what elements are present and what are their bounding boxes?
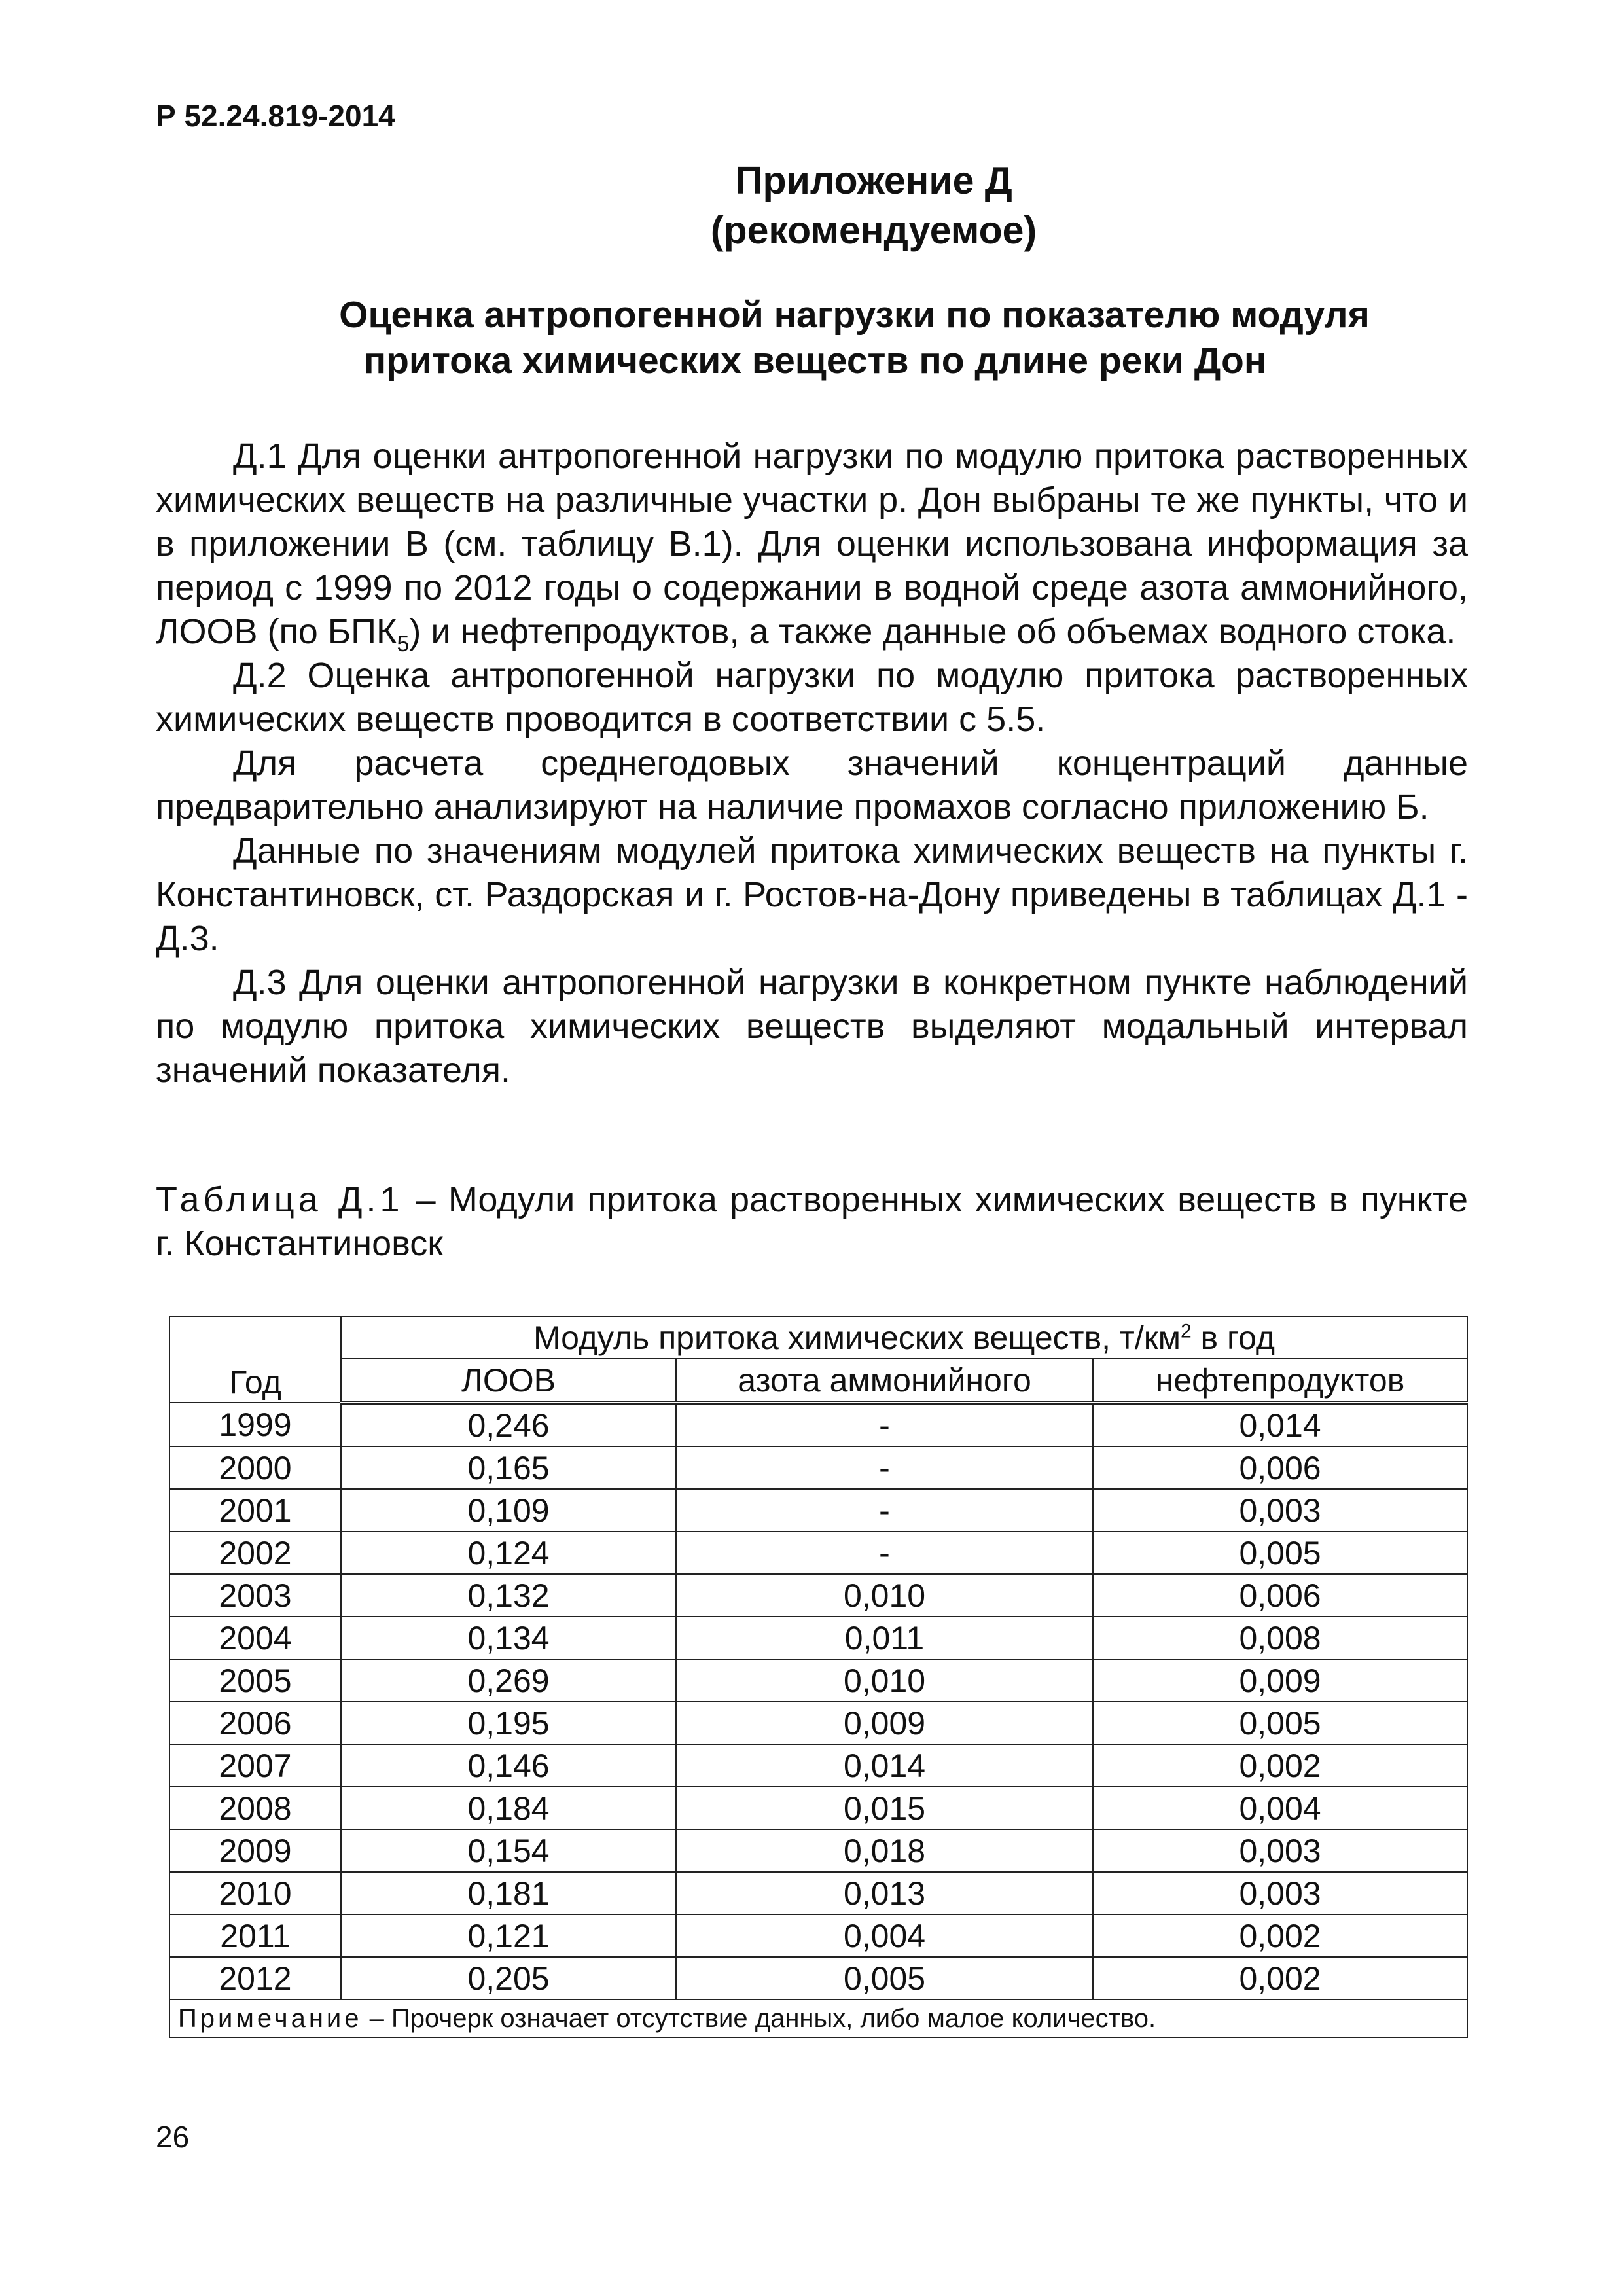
table-row [169,1446,1467,1489]
section-title-line-2: притока химических веществ по длине реки Дон [363,340,1267,382]
cell-loov: 0,146 [341,1744,676,1787]
cell-ammonium: - [676,1489,1093,1532]
paragraph-d3: Д.3 Для оценки антропогенной нагрузки в конкретном пункте наблюдений по модулю притока химических веществ выделяют модальный интервал значений показателя. [156,963,1468,1090]
table-caption-label: Таблица Д.1 [156,1180,404,1219]
cell-oil: 0,008 [1093,1617,1467,1659]
cell-year: 2006 [169,1702,341,1744]
cell-oil: 0,005 [1093,1532,1467,1574]
cell-oil: 0,006 [1093,1574,1467,1617]
cell-oil: 0,014 [1093,1403,1467,1446]
paragraph-d2: Д.2 Оценка антропогенной нагрузки по модулю притока растворенных химических веществ проводится в соответствии с 5.5. [156,656,1468,739]
table-body [169,1403,1467,2000]
table-row [169,1574,1467,1617]
cell-year: 2009 [169,1829,341,1872]
cell-ammonium: 0,005 [676,1957,1093,2000]
cell-year: 2004 [169,1617,341,1659]
cell-oil: 0,003 [1093,1872,1467,1914]
cell-oil: 0,004 [1093,1787,1467,1829]
table-row [169,1872,1467,1914]
cell-oil: 0,002 [1093,1957,1467,2000]
cell-oil: 0,003 [1093,1489,1467,1532]
cell-loov: 0,269 [341,1659,676,1702]
table-note [169,2000,1467,2037]
section-title-line-1: Оценка антропогенной нагрузки по показателю модуля [339,294,1370,336]
cell-loov: 0,165 [341,1446,676,1489]
cell-ammonium: 0,010 [676,1659,1093,1702]
cell-loov: 0,246 [341,1403,676,1446]
cell-year: 2003 [169,1574,341,1617]
cell-oil: 0,002 [1093,1744,1467,1787]
table-row [169,1659,1467,1702]
cell-oil: 0,006 [1093,1446,1467,1489]
cell-ammonium: 0,010 [676,1574,1093,1617]
cell-ammonium: 0,004 [676,1914,1093,1957]
table-row [169,1829,1467,1872]
column-header-oil: нефтепродуктов [1093,1359,1467,1403]
cell-loov: 0,124 [341,1532,676,1574]
cell-year: 2005 [169,1659,341,1702]
document-code: Р 52.24.819-2014 [156,99,395,133]
cell-ammonium: - [676,1446,1093,1489]
data-table [169,1316,1468,2038]
cell-oil: 0,003 [1093,1829,1467,1872]
cell-loov: 0,205 [341,1957,676,2000]
cell-year: 2012 [169,1957,341,2000]
table-row [169,1787,1467,1829]
cell-year: 2000 [169,1446,341,1489]
cell-ammonium: 0,015 [676,1787,1093,1829]
cell-loov: 0,154 [341,1829,676,1872]
table-caption [156,1178,1468,1266]
page-number: 26 [156,2120,190,2154]
table-row [169,1532,1467,1574]
cell-loov: 0,109 [341,1489,676,1532]
column-group-header: Модуль притока химических веществ, $т/км^2$ в год [341,1316,1467,1359]
cell-ammonium: 0,013 [676,1872,1093,1914]
table-row [169,1744,1467,1787]
cell-loov: 0,121 [341,1914,676,1957]
table-row [169,1617,1467,1659]
cell-year: 1999 [169,1403,341,1446]
table-row [169,1914,1467,1957]
cell-loov: 0,134 [341,1617,676,1659]
cell-loov: 0,132 [341,1574,676,1617]
column-header-year: Год [169,1316,341,1403]
cell-ammonium: 0,018 [676,1829,1093,1872]
table-row [169,1403,1467,1446]
table-caption-text: – Модули притока растворенных химических веществ в пункте г. Константиновск [156,1180,1468,1263]
cell-loov: 0,181 [341,1872,676,1914]
table-row [169,1957,1467,2000]
cell-year: 2010 [169,1872,341,1914]
appendix-title: Приложение Д [735,159,1012,202]
appendix-heading [0,156,1623,255]
cell-year: 2007 [169,1744,341,1787]
appendix-subtitle: (рекомендуемое) [710,209,1037,252]
column-header-ammonium: азота аммонийного [676,1359,1093,1403]
cell-ammonium: 0,009 [676,1702,1093,1744]
cell-ammonium: - [676,1532,1093,1574]
table-note-text: – Прочерк означает отсутствие данных, либо малое количество. [362,2004,1156,2033]
cell-ammonium: 0,011 [676,1617,1093,1659]
table-note-label: Примечание [178,2004,363,2033]
paragraph-d1: Д.1 Для оценки антропогенной нагрузки по модулю притока растворенных химических веществ на различные участки р. Дон выбраны те же пункты, что и в приложении В (см. таблицу В.1). Для оценки использована информация за период с 1999 по 2012 годы о содержании в водной среде азота аммонийного, ЛООВ (по $БПК_5$) и нефтепродуктов, а также данные об объемах водного стока. [156,437,1468,656]
cell-year: 2008 [169,1787,341,1829]
cell-oil: 0,002 [1093,1914,1467,1957]
cell-oil: 0,009 [1093,1659,1467,1702]
table-row [169,1489,1467,1532]
cell-loov: 0,195 [341,1702,676,1744]
cell-oil: 0,005 [1093,1702,1467,1744]
column-header-loov: ЛООВ [341,1359,676,1403]
cell-ammonium: 0,014 [676,1744,1093,1787]
cell-ammonium: - [676,1403,1093,1446]
paragraph-calculation: Для расчета среднегодовых значений концентраций данные предварительно анализируют на наличие промахов согласно приложению Б. [156,744,1468,827]
section-title [156,292,1468,384]
cell-loov: 0,184 [341,1787,676,1829]
table-row [169,1702,1467,1744]
cell-year: 2011 [169,1914,341,1957]
body-text [156,435,1468,1092]
paragraph-data-tables: Данные по значениям модулей притока химических веществ на пункты г. Константиновск, ст. Раздорская и г. Ростов-на-Дону приведены в таблицах Д.1 - Д.3. [156,831,1468,958]
cell-year: 2001 [169,1489,341,1532]
cell-year: 2002 [169,1532,341,1574]
